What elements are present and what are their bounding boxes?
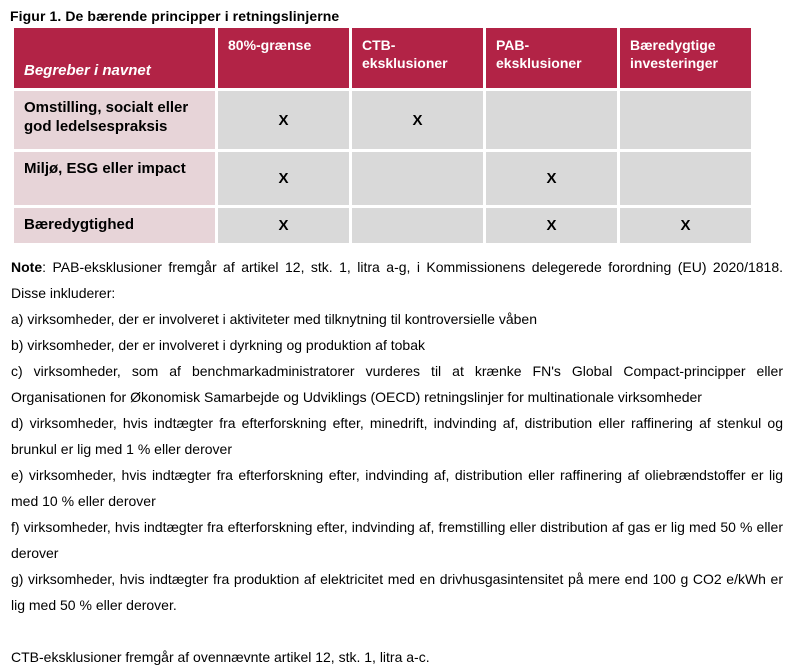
mark-cell — [352, 152, 483, 205]
column-header-80-graense: 80%-grænse — [218, 28, 349, 88]
principles-table — [11, 25, 754, 246]
note-item-a: a) virksomheder, der er involveret i aktiviteter med tilknytning til kontroversielle våben — [11, 310, 538, 327]
row-label-baeredygtighed: Bæredygtighed — [14, 208, 215, 243]
mark-cell: X — [486, 152, 617, 205]
note-item-d: d) virksomheder, hvis indtægter fra efterforskning efter, minedrift, indvinding af, distribution eller raffinering af stenkul og brunkul er lig med 1 % eller derover — [11, 414, 783, 457]
mark-cell — [486, 91, 617, 149]
header-row — [14, 28, 751, 88]
note-item-b: b) virksomheder, der er involveret i dyrkning og produktion af tobak — [11, 336, 425, 353]
note-item-g: g) virksomheder, hvis indtægter fra produktion af elektricitet med en drivhusgasintensitet på mere end 100 g CO2 e/kWh er lig med 50 % eller derover. — [11, 570, 783, 613]
note-intro-text: : PAB-eksklusioner fremgår af artikel 12, stk. 1, litra a-g, i Kommissionens delegerede forordning (EU) 2020/1818. Disse inkluderer: — [11, 258, 783, 301]
note-item-c: c) virksomheder, som af benchmarkadministratorer vurderes til at krænke FN's Global Compact-principper eller Organisationen for Økonomisk Samarbejde og Udviklings (OECD) retningslinjer for multinationale virksomheder — [11, 362, 783, 405]
mark-cell: X — [486, 208, 617, 243]
mark-cell: X — [218, 152, 349, 205]
mark-cell: X — [218, 91, 349, 149]
note-intro-line — [11, 254, 783, 306]
note-item-f: f) virksomheder, hvis indtægter fra efterforskning efter, indvinding af, fremstilling eller distribution af gas er lig med 50 % eller derover — [11, 518, 783, 561]
note-footer-ctb: CTB-eksklusioner fremgår af ovennævnte artikel 12, stk. 1, litra a-c. — [11, 648, 430, 665]
mark-cell: X — [620, 208, 751, 243]
column-header-baeredygtige-investeringer: Bæredygtige investeringer — [620, 28, 751, 88]
row-label-omstilling: Omstilling, socialt eller god ledelsespraksis — [14, 91, 215, 149]
column-header-ctb-eksklusioner: CTB-eksklusioner — [352, 28, 483, 88]
mark-cell: X — [218, 208, 349, 243]
note-item-e: e) virksomheder, hvis indtægter fra efterforskning efter, indvinding af, distribution eller raffinering af oliebrændstoffer er lig med 10 % eller derover — [11, 466, 783, 509]
note-block — [11, 254, 783, 670]
table-row-miljo-esg-impact — [14, 152, 751, 205]
figure-title: Figur 1. De bærende principper i retningslinjerne — [10, 8, 340, 24]
note-label: Note — [11, 258, 43, 275]
mark-cell: X — [352, 91, 483, 149]
mark-cell — [352, 208, 483, 243]
table-row-omstilling — [14, 91, 751, 149]
mark-cell — [620, 152, 751, 205]
row-label-miljo-esg-impact: Miljø, ESG eller impact — [14, 152, 215, 205]
table-row-baeredygtighed — [14, 208, 751, 243]
column-header-pab-eksklusioner: PAB-eksklusioner — [486, 28, 617, 88]
mark-cell — [620, 91, 751, 149]
column-header-begreber-i-navnet: Begreber i navnet — [14, 28, 215, 88]
